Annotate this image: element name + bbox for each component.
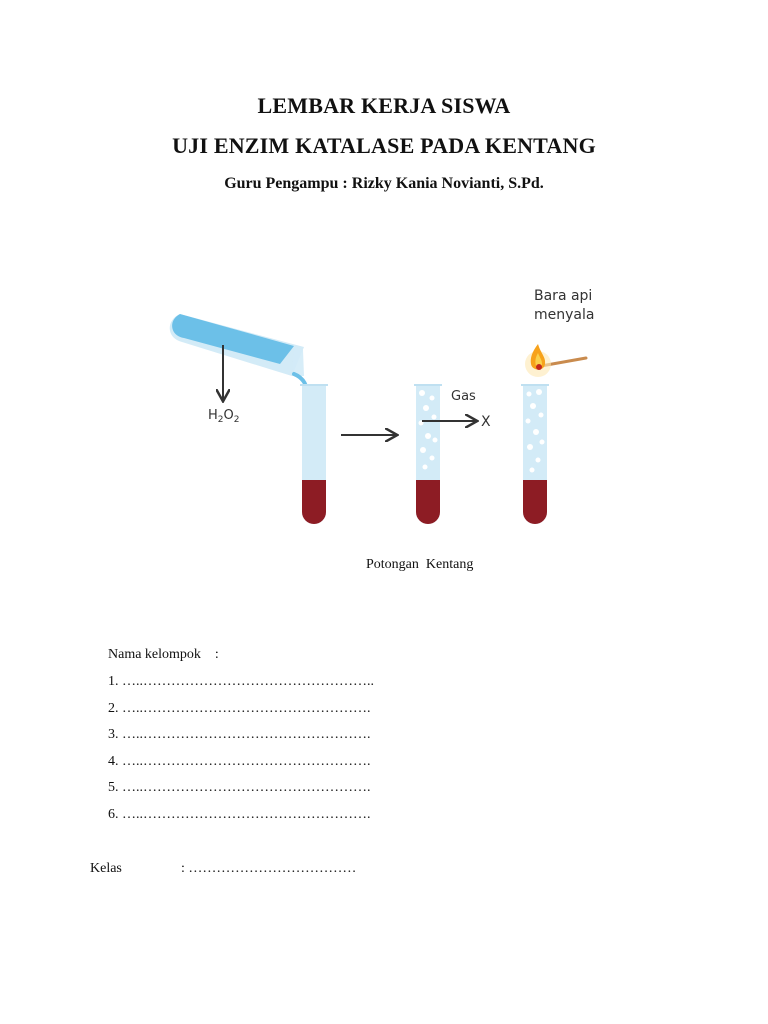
flame-icon (525, 344, 586, 377)
reagent-label: $H_2O_2$ (208, 408, 240, 425)
potato-piece (416, 480, 440, 524)
group-name-label: Nama kelompok : (108, 647, 219, 662)
member-line[interactable]: 5. …..…………………………………………. (108, 780, 371, 796)
figure-caption: Potongan Kentang (366, 557, 474, 572)
worksheet-title: LEMBAR KERJA SISWA (257, 93, 511, 118)
teacher-name: Guru Pengampu : Rizky Kania Novianti, S.Pd. (224, 175, 544, 192)
member-line[interactable]: 2. …..…………………………………………. (108, 700, 371, 716)
test-tube-icon (414, 384, 442, 524)
potato-piece (523, 480, 547, 524)
experiment-illustration (160, 280, 620, 540)
class-field[interactable]: : ……………………………… (181, 861, 357, 876)
gas-label: Gas (451, 389, 476, 404)
potato-piece (302, 480, 326, 524)
class-label: Kelas (90, 861, 122, 876)
member-line[interactable]: 1. …..………………………………………….. (108, 674, 374, 689)
member-line[interactable]: 6. …..…………………………………………. (108, 807, 371, 822)
ember-label-line1: Bara api (534, 288, 593, 304)
member-line[interactable]: 4. …..…………………………………………. (108, 753, 371, 769)
ember-label-line2: menyala (534, 307, 595, 323)
member-line[interactable]: 3. …..…………………………………………. (108, 727, 371, 743)
pouring-beaker-icon (170, 314, 308, 400)
worksheet-subtitle: UJI ENZIM KATALASE PADA KENTANG (172, 133, 596, 158)
gas-result: X (481, 414, 491, 430)
test-tube-icon (521, 384, 549, 524)
test-tube-icon (300, 384, 328, 524)
